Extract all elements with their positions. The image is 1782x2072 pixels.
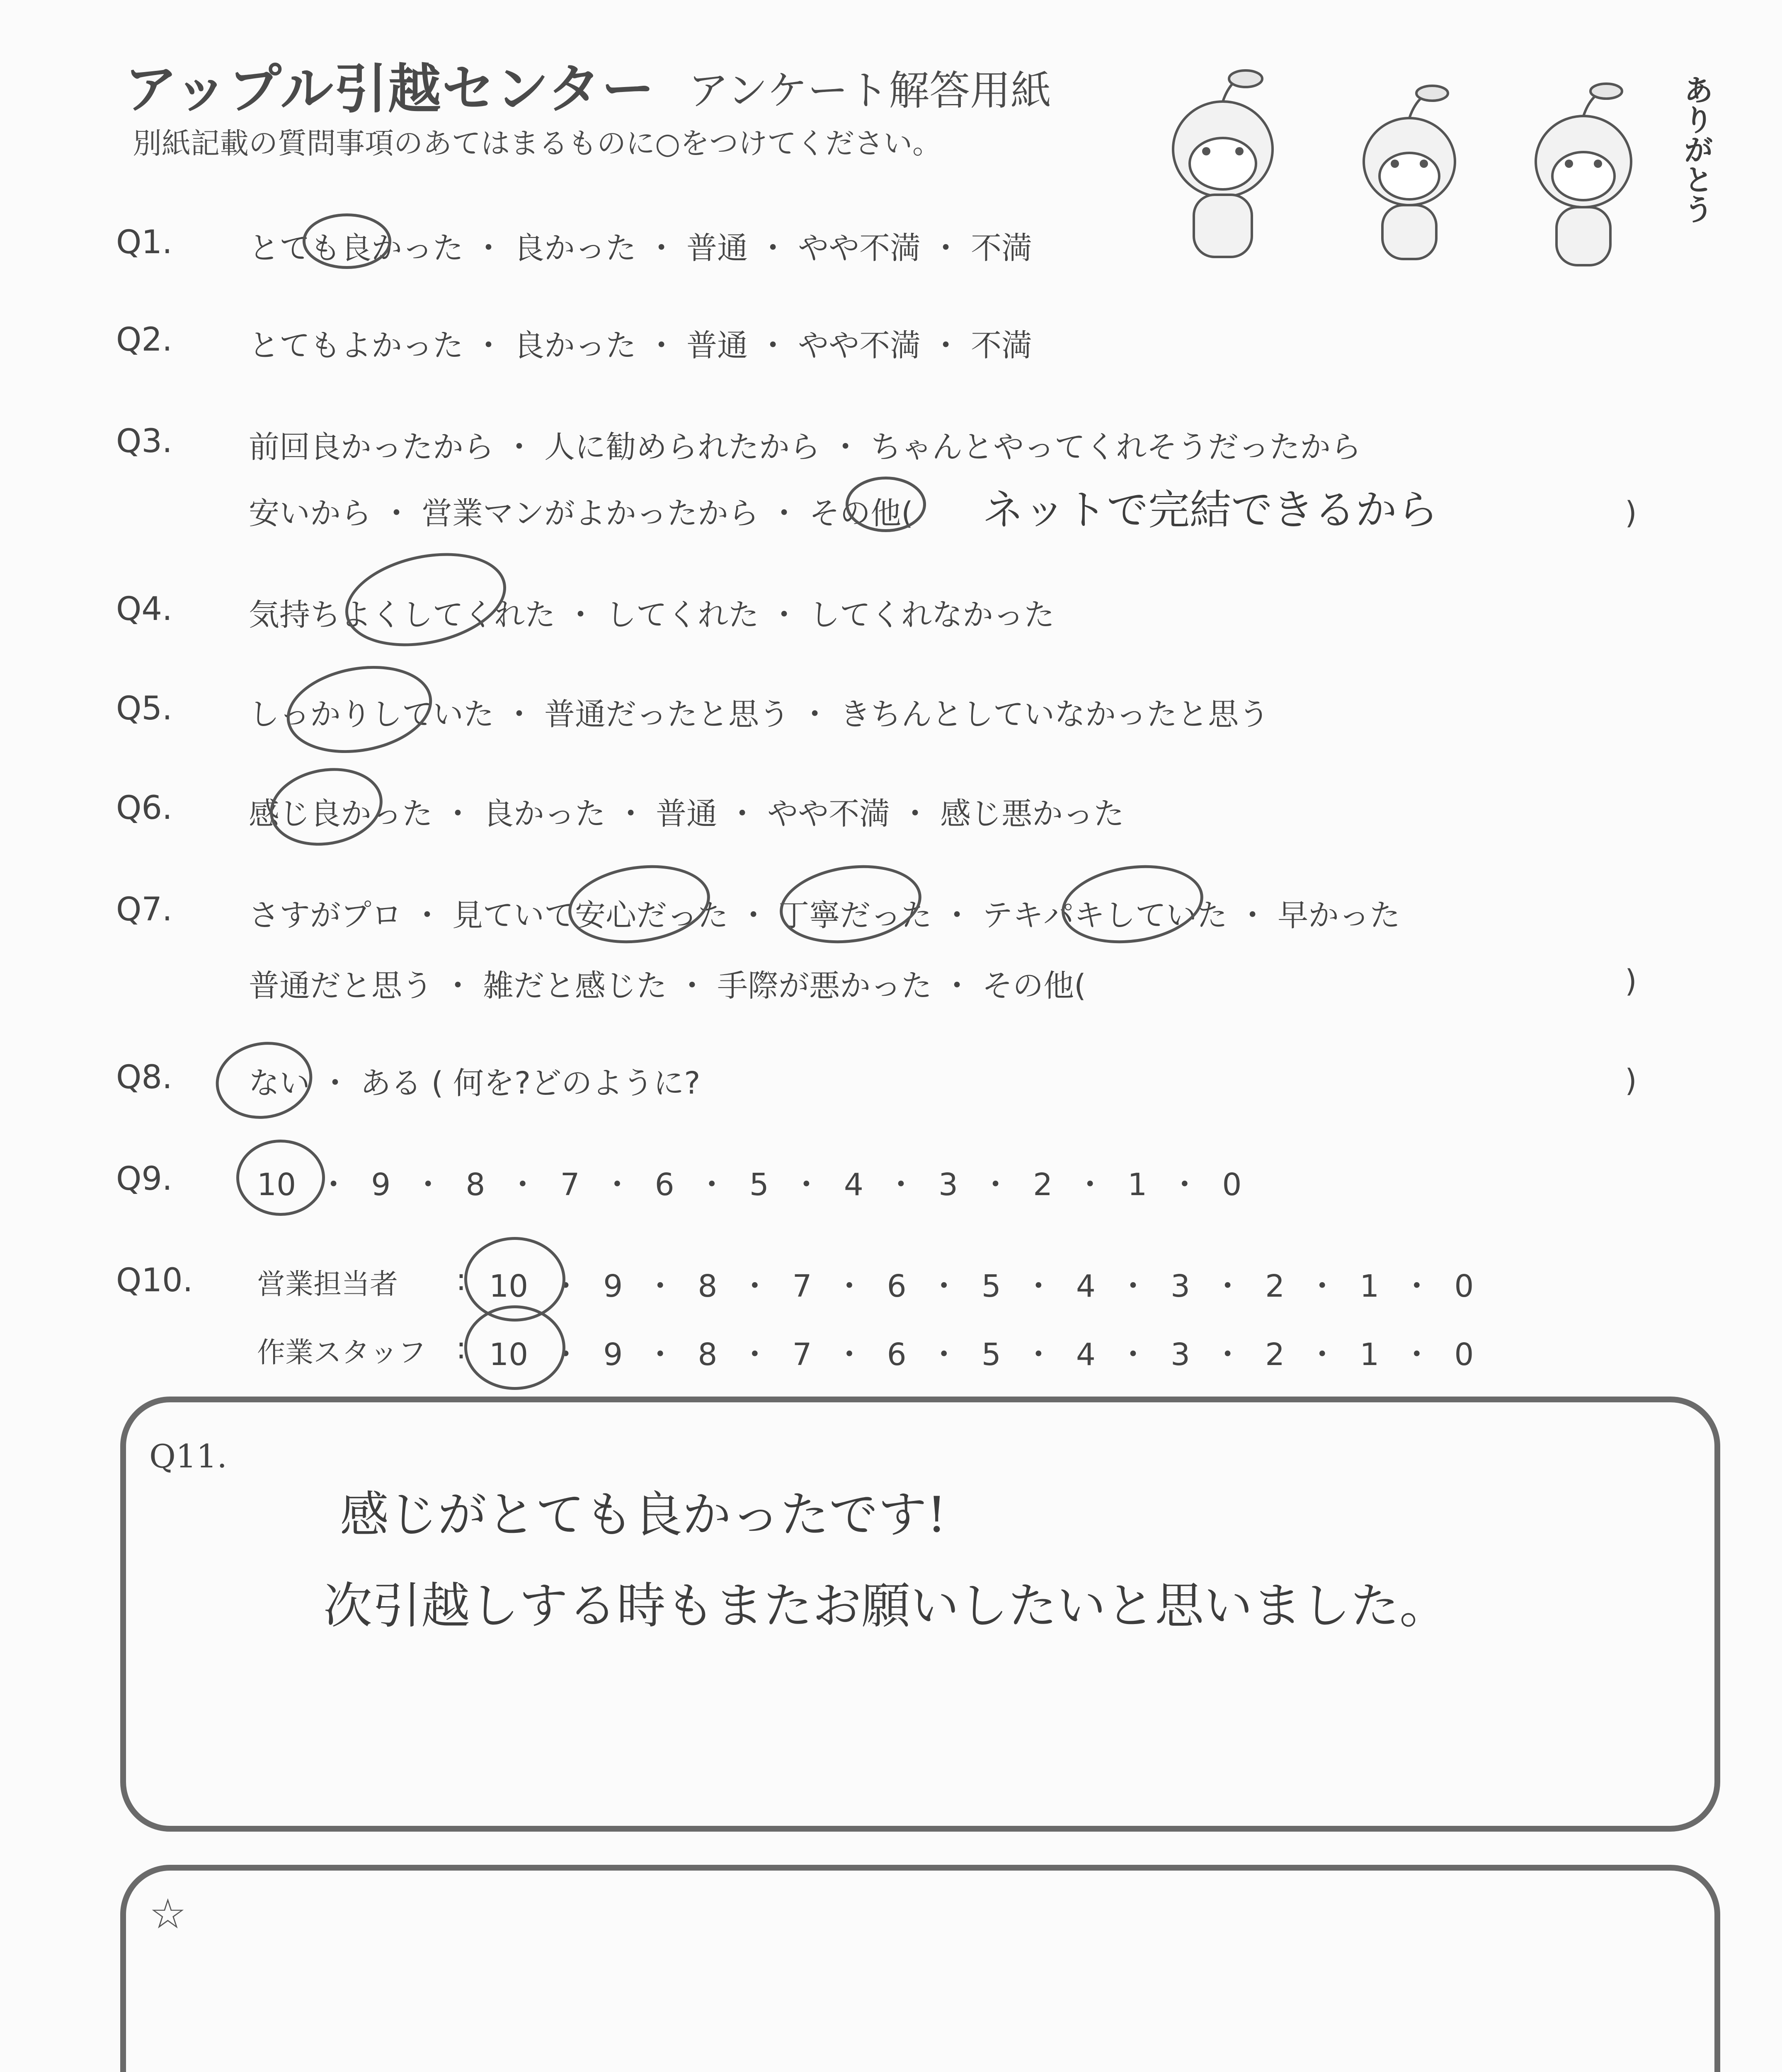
q3-answer-mark [846, 477, 926, 532]
q3-line2: 安いから ・ 営業マンがよかったから ・ その他( [249, 496, 913, 531]
q9-scale: 10 ・ 9 ・ 8 ・ 7 ・ 6 ・ 5 ・ 4 ・ 3 ・ 2 ・ 1 ・ 0 [257, 1167, 1242, 1203]
q8-close-paren: ) [1625, 1063, 1637, 1099]
q8-options: ない ・ ある ( 何を?どのように? [249, 1065, 701, 1101]
q6-label: Q6. [116, 789, 172, 827]
q11-label: Q11. [149, 1438, 227, 1475]
q3-other-handwriting: ネットで完結できるから [982, 486, 1438, 534]
q1-label: Q1. [116, 224, 172, 261]
q10-staff-colon: : [456, 1330, 466, 1366]
q9-answer-mark [236, 1140, 325, 1216]
instruction-text: 別紙記載の質問事項のあてはまるものに○をつけてください。 [133, 126, 942, 160]
q10-staff-label: 作業スタッフ [257, 1336, 427, 1369]
q7-answer-mark-anshin [563, 857, 715, 952]
q5-options: しっかりしていた ・ 普通だったと思う ・ きちんとしていなかったと思う [249, 697, 1270, 732]
q5-label: Q5. [116, 690, 172, 727]
q1-options: とても良かった ・ 良かった ・ 普通 ・ やや不満 ・ 不満 [249, 230, 1033, 266]
q10-staff-scale: 10 ・ 9 ・ 8 ・ 7 ・ 6 ・ 5 ・ 4 ・ 3 ・ 2 ・ 1 ・ 0 [489, 1337, 1474, 1372]
q4-label: Q4. [116, 591, 172, 628]
q2-label: Q2. [116, 321, 172, 358]
q3-close-paren: ) [1625, 495, 1637, 531]
star-note-box [120, 1865, 1720, 2072]
q10-sales-scale: 10 ・ 9 ・ 8 ・ 7 ・ 6 ・ 5 ・ 4 ・ 3 ・ 2 ・ 1 ・ 0 [489, 1268, 1474, 1304]
q10-label: Q10. [116, 1262, 193, 1299]
q4-answer-mark [337, 539, 515, 660]
q10-staff-answer-mark [464, 1305, 565, 1390]
q7-answer-mark-teinei [775, 857, 926, 952]
company-title: アップル引越センター [124, 58, 655, 120]
q7-close-paren: ) [1625, 963, 1637, 999]
q8-label: Q8. [116, 1059, 172, 1096]
q6-options: 感じ良かった ・ 良かった ・ 普通 ・ やや不満 ・ 感じ悪かった [249, 796, 1125, 832]
q11-comment-line1: 感じがとても良かったです! [340, 1486, 947, 1543]
q11-comment-line2: 次引越しする時もまたお願いしたいと思いました。 [323, 1577, 1449, 1634]
q9-label: Q9. [116, 1160, 172, 1198]
form-subtitle: アンケート解答用紙 [688, 67, 1052, 114]
monkey-mascots-illustration [1152, 54, 1708, 286]
q7-line1: さすがプロ ・ 見ていて安心だった ・ 丁寧だった ・ テキパキしていた ・ 早かった [249, 898, 1401, 933]
thanks-lettering: ありがとう [1679, 75, 1714, 224]
q7-answer-mark-tekipaki [1057, 857, 1208, 952]
q10-sales-colon: : [456, 1262, 466, 1297]
q8-answer-mark [210, 1034, 318, 1126]
q3-label: Q3. [116, 423, 172, 460]
q1-answer-mark [303, 213, 391, 269]
q4-options: 気持ちよくしてくれた ・ してくれた ・ してくれなかった [249, 597, 1055, 633]
q10-sales-label: 営業担当者 [257, 1268, 398, 1301]
q7-label: Q7. [116, 891, 172, 928]
q5-answer-mark [280, 655, 439, 764]
q3-line1: 前回良かったから ・ 人に勧められたから ・ ちゃんとやってくれそうだったから [249, 429, 1362, 465]
q2-options: とてもよかった ・ 良かった ・ 普通 ・ やや不満 ・ 不満 [249, 328, 1033, 363]
q7-line2: 普通だと思う ・ 雑だと感じた ・ 手際が悪かった ・ その他( [249, 968, 1086, 1004]
q6-answer-mark [264, 760, 389, 854]
star-icon: ☆ [149, 1890, 187, 1938]
